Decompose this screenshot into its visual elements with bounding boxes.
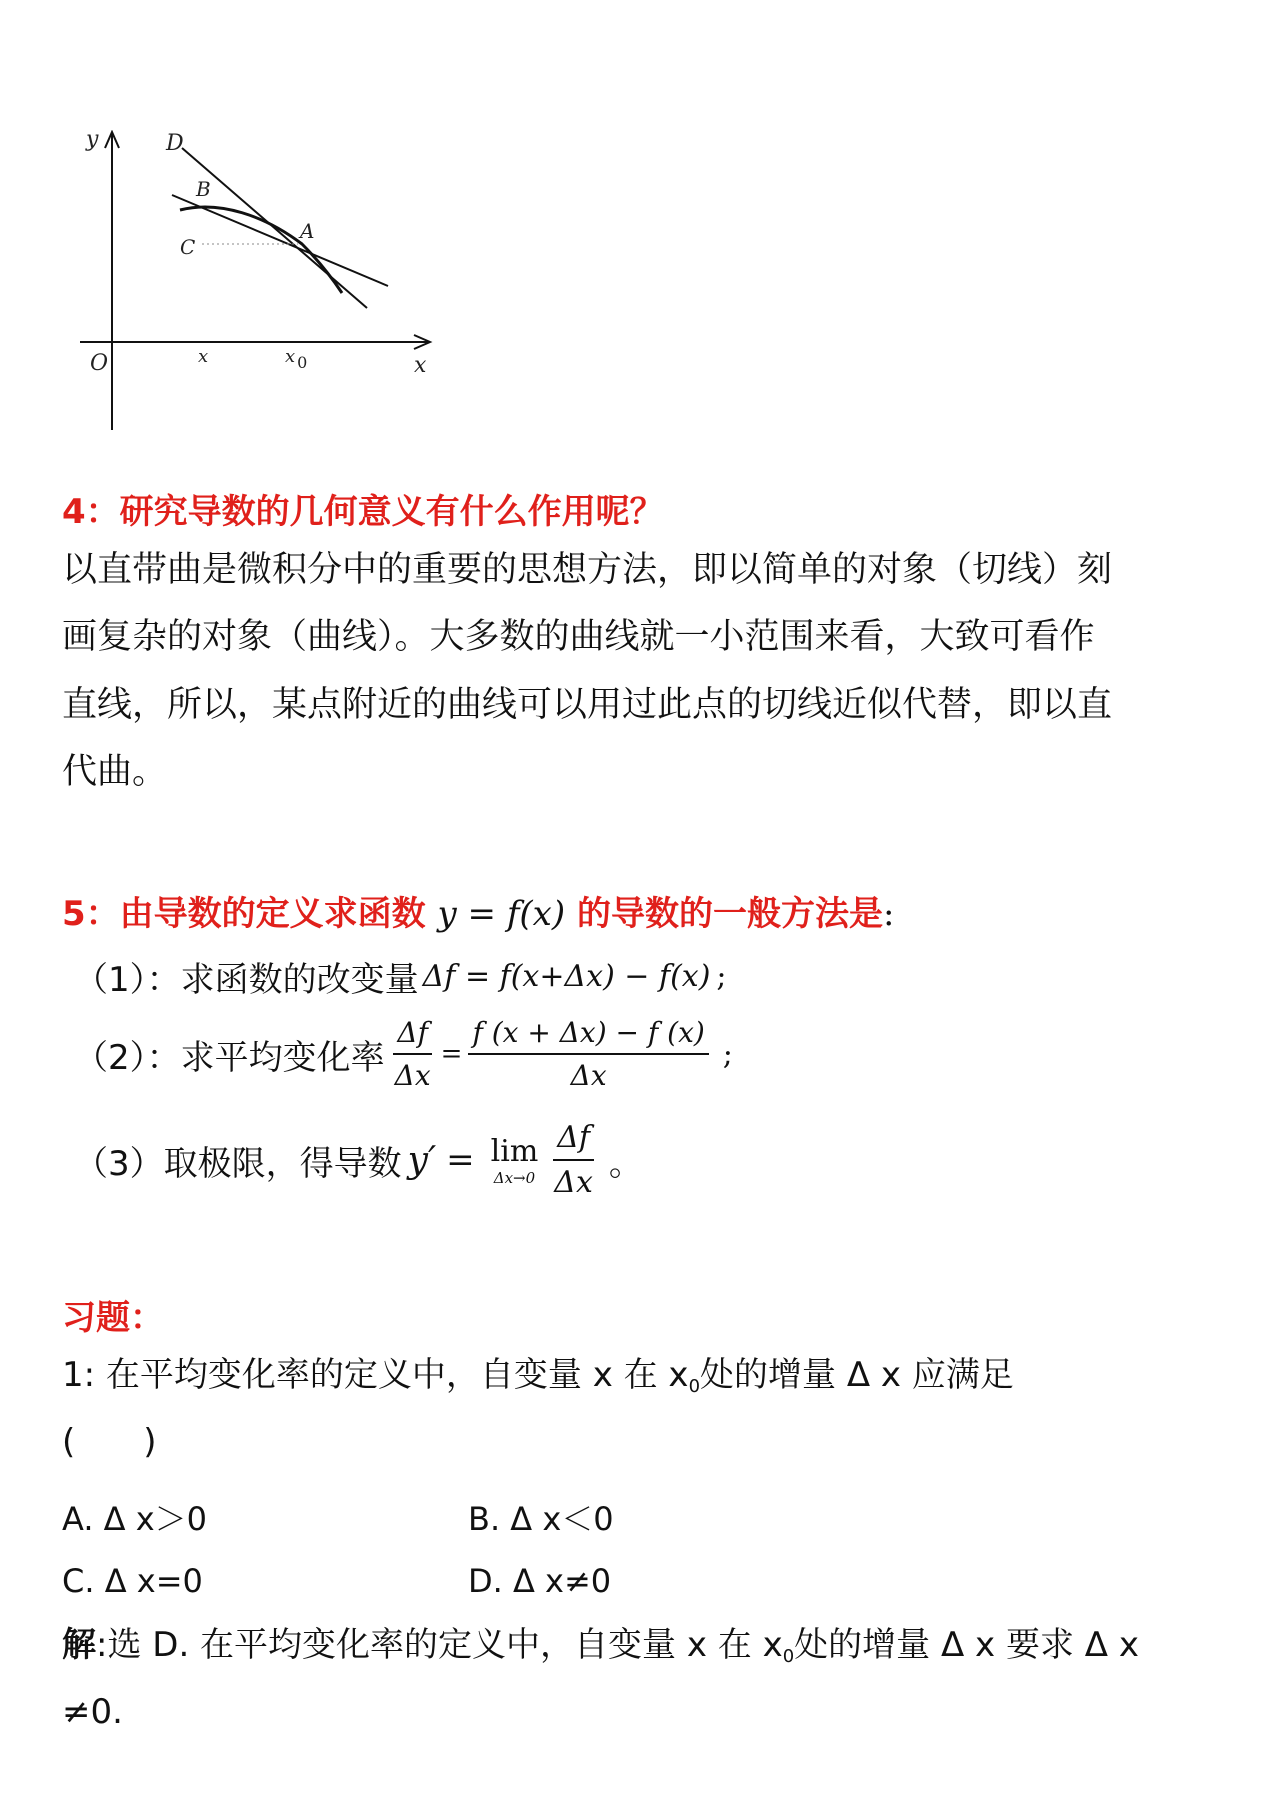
tangent-line <box>182 148 367 308</box>
answer-pre: :选 D. 在平均变化率的定义中，自变量 x 在 x <box>96 1625 783 1665</box>
section4-line-3: 直线，所以，某点附近的曲线可以用过此点的切线近似代替，即以直 <box>62 685 1113 725</box>
x-axis-label: x <box>414 353 427 378</box>
step3-lim <box>491 1134 539 1187</box>
section4-line-2: 画复杂的对象（曲线）。大多数的曲线就一小范围来看，大致可看作 <box>62 617 1095 657</box>
step-2 <box>74 1016 733 1092</box>
section5-heading-prefix: 5：由导数的定义求函数 <box>62 894 426 934</box>
step-1 <box>74 952 727 1001</box>
step2-eq: = <box>440 1039 463 1069</box>
point-a-label: A <box>300 219 315 243</box>
question-1 <box>62 1355 1014 1397</box>
point-b-label: B <box>196 177 211 201</box>
step2-end: ; <box>722 1036 733 1072</box>
secant-line <box>172 195 388 286</box>
answer-line-2: ≠0. <box>62 1692 123 1732</box>
tick-x-label: x <box>198 346 209 367</box>
step-3 <box>74 1120 643 1200</box>
section5-heading <box>62 886 894 935</box>
curve <box>180 207 342 293</box>
answer-label: 解 <box>62 1625 96 1665</box>
y-axis-label: y <box>86 130 99 152</box>
exercises-heading: 习题： <box>62 1298 164 1338</box>
step2-lhs-num: Δf <box>393 1016 432 1055</box>
step2-label: （2）：求平均变化率 <box>74 1037 385 1078</box>
step1-label: （1）：求函数的改变量 <box>74 960 419 1000</box>
q1-post: 处的增量 Δ x 应满足 <box>700 1355 1014 1395</box>
option-c: C. Δ x=0 <box>62 1562 203 1600</box>
step3-end: 。 <box>608 1143 643 1184</box>
step1-end: ; <box>716 959 727 994</box>
point-c-label: C <box>180 235 196 259</box>
origin-label: O <box>90 351 109 376</box>
section4-line-4: 代曲。 <box>62 752 168 792</box>
q1-pre: 1: 在平均变化率的定义中，自变量 x 在 x <box>62 1355 689 1395</box>
answer-line-1 <box>62 1625 1139 1667</box>
step3-num: Δf <box>553 1120 594 1161</box>
section5-heading-colon: : <box>882 894 895 934</box>
step2-rhs-num: f (x + Δx) − f (x) <box>468 1016 708 1055</box>
step2-rhs-den: Δx <box>570 1059 607 1092</box>
option-b: B. Δ x＜0 <box>468 1500 614 1538</box>
section4-heading: 4：研究导数的几何意义有什么作用呢？ <box>62 492 664 532</box>
step3-lim-sub: Δx→0 <box>493 1168 536 1187</box>
answer-post: 处的增量 Δ x 要求 Δ x <box>794 1625 1139 1665</box>
point-d-label: D <box>166 131 184 156</box>
section4-line-1: 以直带曲是微积分中的重要的思想方法，即以简单的对象（切线）刻 <box>62 550 1113 590</box>
step2-lhs-den: Δx <box>394 1059 431 1092</box>
tangent-secant-figure <box>80 130 520 450</box>
option-d: D. Δ x≠0 <box>468 1562 612 1600</box>
step3-y: y′ <box>407 1139 437 1181</box>
q1-sub: 0 <box>688 1376 701 1397</box>
section5-heading-suffix: 的导数的一般方法是 <box>576 894 883 934</box>
step2-lhs-fraction <box>391 1016 435 1092</box>
step3-lim-word: lim <box>490 1133 539 1169</box>
step3-den: Δx <box>554 1165 593 1200</box>
section5-heading-formula: y = f(x) <box>437 894 566 934</box>
tick-x0-label: x 0 <box>285 346 308 372</box>
step1-formula: Δf = f(x+Δx) − f(x) <box>422 959 711 994</box>
step3-label: （3）取极限，得导数 <box>74 1143 402 1184</box>
option-a: A. Δ x＞0 <box>62 1500 208 1538</box>
step3-eq: = <box>446 1140 475 1180</box>
answer-sub: 0 <box>782 1646 795 1667</box>
question-1-paren: ( ) <box>62 1422 157 1462</box>
step3-fraction <box>550 1120 597 1200</box>
step2-rhs-fraction <box>468 1016 708 1092</box>
